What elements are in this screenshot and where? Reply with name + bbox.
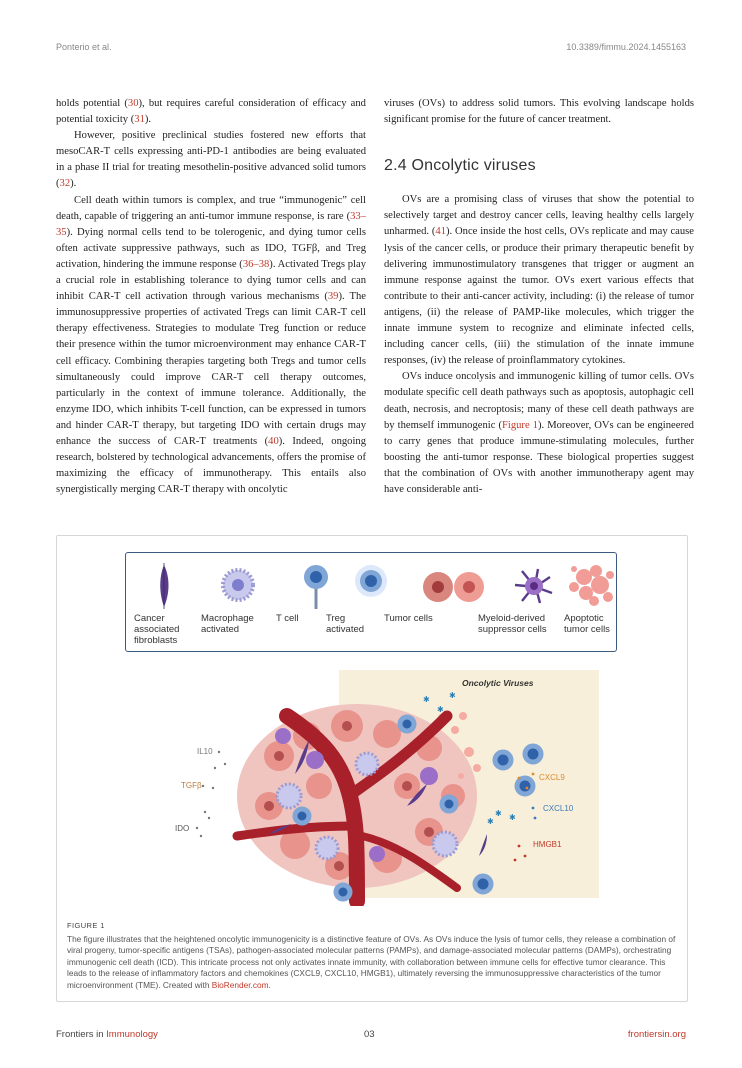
legend-label: Macrophage activated <box>201 613 254 635</box>
paragraph: viruses (OVs) to address solid tumors. This evolving landscape holds significant promise for the future of cancer treatment. <box>384 98 694 126</box>
figure-link[interactable]: Figure 1 <box>502 419 538 431</box>
cxcl10-label: CXCL10 <box>543 804 574 813</box>
svg-text:✱: ✱ <box>509 813 516 822</box>
page-number: 03 <box>364 1029 375 1040</box>
mdsc-icon <box>515 569 552 603</box>
apoptotic-cells-icon <box>569 565 614 606</box>
svg-text:✱: ✱ <box>423 695 430 704</box>
legend-label: T cell <box>276 613 299 624</box>
citation-link[interactable]: 33–35 <box>56 210 366 238</box>
right-text-column <box>384 96 694 498</box>
citation-link[interactable]: 36–38 <box>242 258 270 270</box>
macrophage-icon <box>223 570 253 600</box>
svg-text:✱: ✱ <box>495 809 502 818</box>
citation-link[interactable]: 32 <box>59 178 71 190</box>
citation-link[interactable]: 41 <box>435 226 446 238</box>
tumor-cells-icon <box>423 572 484 602</box>
legend-label: Treg activated <box>326 613 365 635</box>
paragraph: However, positive preclinical studies fostered new efforts that mesoCAR-T cells expressing anti-PD-1 antibodies are being evaluated in a phase II trial for treating mesothelin-positive advanced solid tumors (32). <box>56 130 366 190</box>
figure-1 <box>56 535 688 1002</box>
svg-text:✱: ✱ <box>437 705 444 714</box>
paragraph: OVs are a promising class of viruses that show the potential to selectively target and destroy cancer cells, leaving healthy cells largely unharmed. (41). Once inside the host cells, OVs replicate and may cause lysis of the cancer cells, or produce their primary therapeutic benefit by delivering immunostimulatory transgenes that trigger or augment an immune response against the tumor. OVs exert various effects that contribute to their anti-cancer activity, including: (i) the release of tumor antigens, (ii) the release of PAMP-like molecules, which trigger the innate immune system to recognize and eliminate infected cells, including cancer cells, (iii) the stimulation of the innate immune responses, (iv) the release of proinflammatory cytokines. <box>384 194 695 367</box>
tumor-microenvironment-illustration <box>57 656 687 906</box>
cxcl9-label: CXCL9 <box>539 773 565 782</box>
paragraph: OVs induce oncolysis and immunogenic killing of tumor cells. OVs modulate specific cell death pathways such as apoptosis, autophagic cell death, necrosis, and necroptosis; many of these cell death pathways are by themself immunogenic (Figure 1). Moreover, OVs can be engineered to carry genes that produce immune-stimulating molecules, further boosting the anti-tumor response. These biological properties suggest that the combination of OVs with another immunotherapy agent may have considerable anti- <box>384 371 694 495</box>
section-heading: 2.4 Oncolytic viruses <box>384 157 536 175</box>
fibroblast-icon <box>160 563 168 609</box>
legend-label: Myeloid-derived suppressor cells <box>478 613 547 635</box>
legend-icons <box>126 557 616 613</box>
cell-type-legend <box>125 552 617 652</box>
t-cell-icon <box>304 565 328 609</box>
legend-label: Tumor cells <box>384 613 433 624</box>
paragraph: Cell death within tumors is complex, and true “immunogenic” cell death, capable of triggering an anti-tumor immune response, is rare (33–35). Dying normal cells tend to be tolerogenic, and dying tumor cells often activate suppressive pathways, such as IDO, TGFβ, and Treg activation, hindering the immune response (36–38). Activated Tregs play a crucial role in establishing tolerance to dying tumor cells and can inhibit CAR-T cell activation through various mechanisms (39). The immunosuppressive properties of activated Tregs can limit CAR-T cell therapy effectiveness. Strategies to modulate Treg function or reduce their presence within the tumor microenvironment may enhance CAR-T cell efficacy. Combining therapies targeting both Tregs and tumor cells simultaneously could improve CAR-T cell therapy outcomes, particularly in the context of immune tolerance. Additionally, the enzyme IDO, which inhibits T-cell function, can be expressed in tumors and hinder CAR-T therapy, but targeting IDO with certain drugs may enhance the success of CAR-T treatments (40). Indeed, ongoing research, bolstered by technological advancements, offers the promise of maximizing the efficacy of immunotherapy. This entails also synergistically merging CAR-T therapy with oncolytic <box>56 194 366 496</box>
legend-label: Cancer associated fibroblasts <box>134 613 180 646</box>
tgfb-label: TGFβ <box>181 781 202 790</box>
left-immunosuppressive-molecules <box>175 747 226 837</box>
figure-label: FIGURE 1 <box>67 921 105 930</box>
il10-label: IL10 <box>197 747 213 756</box>
hmgb1-label: HMGB1 <box>533 840 562 849</box>
biorender-link[interactable]: BioRender.com <box>211 979 269 990</box>
citation-link[interactable]: 40 <box>268 435 279 447</box>
legend-label: Apoptotic tumor cells <box>564 613 610 635</box>
citation-link[interactable]: 30 <box>127 98 139 109</box>
footer-website-link[interactable]: frontiersin.org <box>627 1029 686 1040</box>
paragraph: holds potential (30), but requires careful consideration of efficacy and potential toxicity (31). <box>56 98 366 126</box>
left-text-column <box>56 96 366 498</box>
oncolytic-viruses-label: Oncolytic Viruses <box>462 678 534 688</box>
footer-journal: Frontiers in Immunology <box>56 1029 158 1040</box>
svg-text:✱: ✱ <box>487 817 494 826</box>
treg-icon <box>355 565 387 597</box>
citation-link[interactable]: 39 <box>327 291 339 303</box>
citation-link[interactable]: 31 <box>134 114 145 126</box>
svg-text:✱: ✱ <box>449 691 456 700</box>
running-header-doi[interactable]: 10.3389/fimmu.2024.1455163 <box>566 42 686 52</box>
running-header-authors: Ponterio et al. <box>56 42 112 52</box>
ido-label: IDO <box>175 824 190 833</box>
figure-caption: FIGURE 1 The figure illustrates that the heightened oncolytic immunogenicity is a distinctive feature of OVs. As OVs induce the lysis of tumor cells, they release a combination of viral progeny, tumor-specific antigens (TSAs), pathogen-associated molecular patterns (PAMPs), and damage-associated molecular patterns (DAMPs), orchestrating immunogenic cell death (ICD). This intricate process not only activates innate immunity, with collaboration between immune cells for effective tumor clearance. This leads to the release of inflammatory factors and chemokines (CXCL9, CXCL10, HMGB1), ultimately reversing the immunosuppressive characteristics of the tumor microenvironment (TME). Created with BioRender.com. <box>67 920 679 992</box>
